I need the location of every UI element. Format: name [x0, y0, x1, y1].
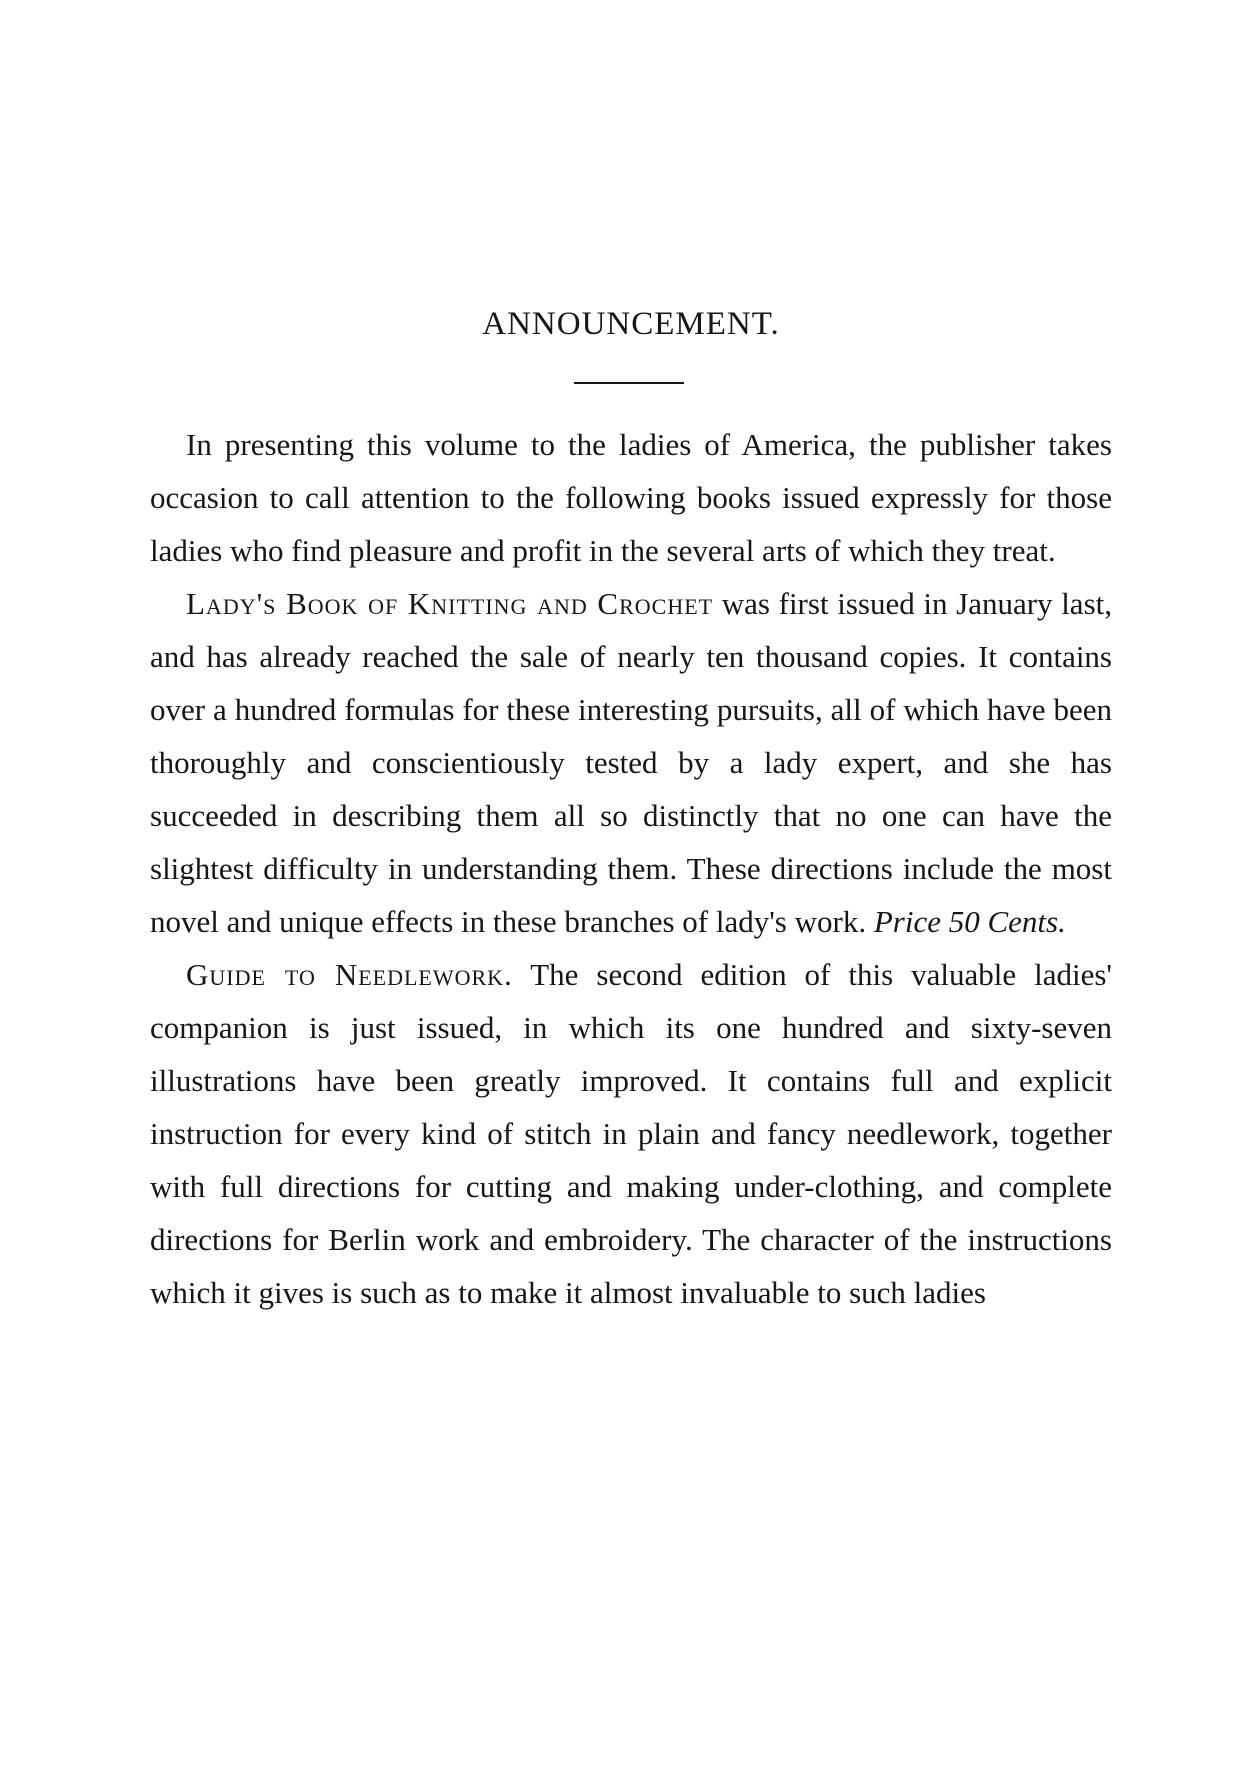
book-title-needlework: Guide to Needlework. [186, 957, 513, 992]
page-title: ANNOUNCEMENT. [482, 306, 780, 342]
book-title-knitting-crochet: Lady's Book of Knitting and Crochet [186, 586, 714, 621]
title-divider [574, 382, 684, 384]
needlework-paragraph [150, 948, 1112, 1319]
price-label: Price 50 Cents. [873, 904, 1066, 939]
knitting-crochet-paragraph [150, 577, 1112, 948]
intro-paragraph [150, 418, 1112, 577]
document-page [150, 0, 1112, 1786]
needlework-text: The second edition of this valuable ladies' companion is just issued, in which its one hundred and sixty-seven illustrations have been greatly improved. It contains full and explicit instruction for every kind of stitch in plain and fancy needlework, together with full directions for cutting and making under-clothing, and complete directions for Berlin work and embroidery. The character of the instructions which it gives is such as to make it almost invaluable to such ladies [150, 957, 1112, 1310]
knitting-crochet-text: was first issued in January last, and has already reached the sale of nearly ten thousand copies. It contains over a hundred formulas for these interesting pursuits, all of which have been thoroughly and conscientiously tested by a lady expert, and she has succeeded in describing them all so distinctly that no one can have the slightest difficulty in understanding them. These directions include the most novel and unique effects in these branches of lady's work. [150, 586, 1112, 939]
intro-text: In presenting this volume to the ladies of America, the publisher takes occasion to call attention to the following books issued expressly for those ladies who find pleasure and profit in the several arts of which they treat. [150, 427, 1112, 568]
announcement-body [150, 418, 1112, 1319]
